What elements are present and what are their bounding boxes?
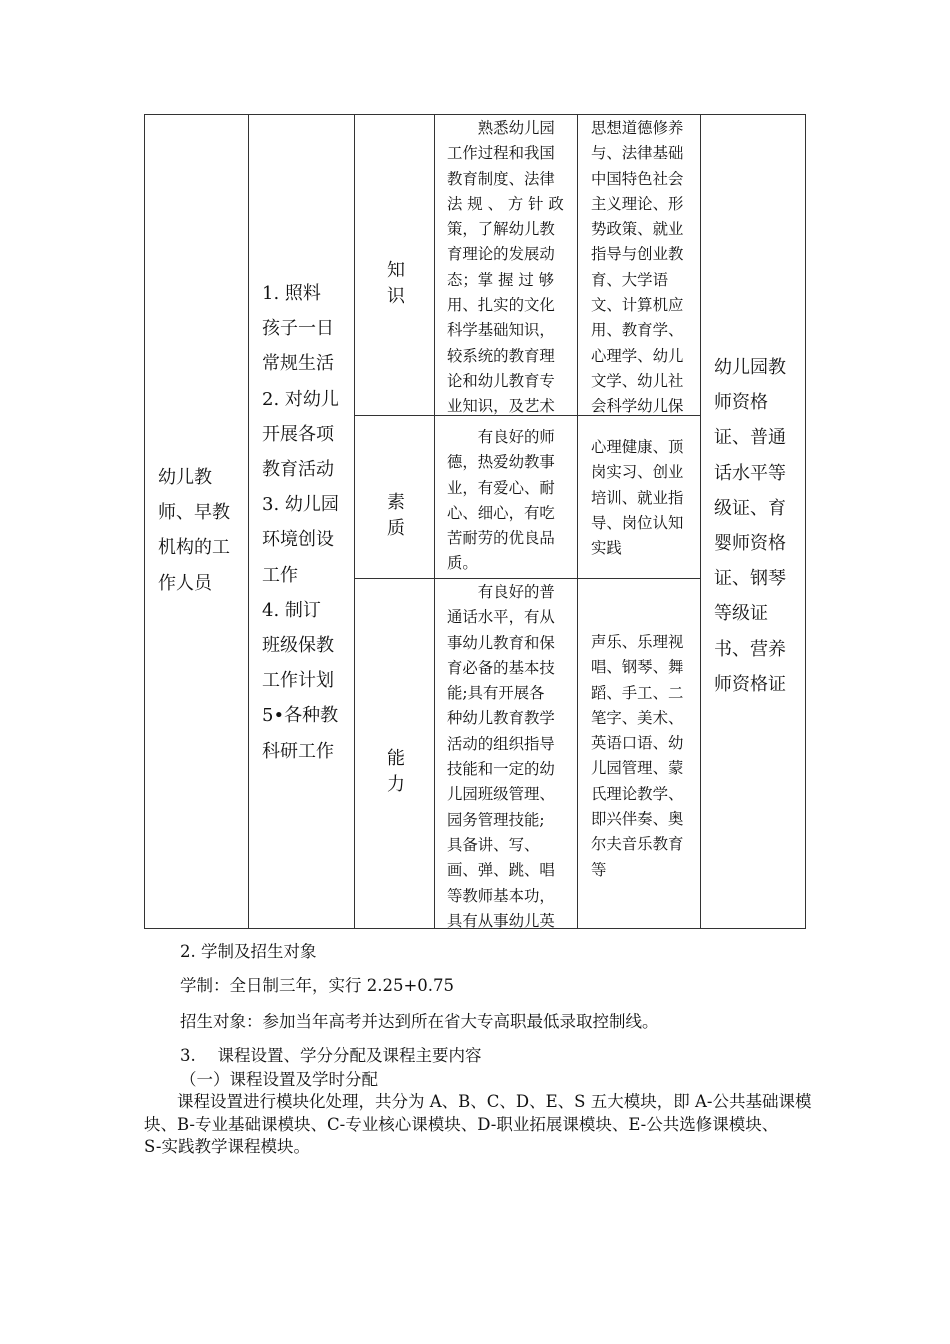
course-line: 育、大学语: [591, 270, 668, 289]
requirement-line: 技能和一定的幼: [447, 760, 555, 779]
task-line: 教育活动: [262, 459, 334, 481]
task-line: 孩子一日: [262, 318, 334, 340]
course-line: 尔夫音乐教育: [591, 835, 684, 854]
requirement-line: 质。: [447, 554, 478, 573]
table-border-left: [144, 114, 145, 929]
row-label-quality: 素质: [387, 492, 405, 539]
course-line: 英语口语、幼: [591, 734, 684, 753]
task-line: 2. 对幼儿: [262, 388, 339, 410]
occupation-line: 机构的工: [158, 537, 230, 559]
certificate-line: 师资格: [714, 392, 768, 414]
requirement-line: 业知识，及艺术: [447, 397, 555, 416]
task-line: 班级保教: [262, 635, 334, 657]
course-line: 唱、钢琴、舞: [591, 658, 684, 677]
occupation-line: 作人员: [158, 572, 212, 594]
quality-requirement-cell: [447, 425, 555, 577]
requirement-line: 较系统的教育理: [447, 346, 555, 365]
paragraph-line: S-实践教学课程模块。: [144, 1137, 310, 1156]
requirement-line: 用、扎实的文化: [447, 296, 555, 315]
module-description-paragraph: [144, 1091, 811, 1159]
course-line: 导、岗位认知: [591, 513, 684, 532]
occupation-line: 幼儿教: [158, 467, 212, 488]
ability-courses-cell: [591, 630, 683, 883]
row-label-ability: 能力: [387, 748, 405, 795]
certificate-line: 师资格证: [714, 673, 786, 695]
requirement-line: 科学基础知识，: [447, 321, 555, 340]
course-line: 主义理论、形: [591, 194, 684, 213]
requirement-line: 苦耐劳的优良品: [447, 529, 555, 548]
knowledge-requirement-cell: [447, 116, 564, 420]
requirement-line: 通话水平，有从: [447, 608, 555, 627]
requirement-line: 活动的组织指导: [447, 734, 555, 753]
course-line: 中国特色社会: [591, 169, 684, 188]
course-line: 儿园管理、蒙: [591, 759, 684, 778]
quality-courses-cell: [591, 435, 683, 561]
paragraph-line: 课程设置进行模块化处理，共分为 A、B、C、D、E、S 五大模块，即 A-公共基础课模: [144, 1092, 812, 1111]
occupation-cell: [158, 460, 230, 601]
course-line: 思想道德修养: [591, 119, 684, 137]
table-divider: [700, 114, 701, 929]
certificate-line: 幼儿园教: [714, 357, 786, 378]
certificate-line: 证、钢琴: [714, 568, 786, 590]
course-line: 声乐、乐理视: [591, 633, 684, 651]
course-line: 用、教育学、: [591, 321, 684, 340]
requirement-line: 能;具有开展各: [447, 684, 545, 703]
course-line: 笔字、美术、: [591, 708, 684, 727]
requirement-line: 法 规 、 方 针 政: [447, 194, 564, 213]
enrollment-text: 招生对象：参加当年高考并达到所在省大专高职最低录取控制线。: [180, 1012, 659, 1031]
course-line: 势政策、就业: [591, 220, 684, 239]
task-line: 科研工作: [262, 740, 334, 762]
task-line: 常规生活: [262, 353, 334, 375]
task-line: 5•各种教: [262, 705, 339, 727]
certificates-cell: [714, 350, 786, 702]
course-line: 岗实习、创业: [591, 463, 684, 482]
table-divider: [577, 114, 578, 929]
requirement-line: 具有从事幼儿英: [447, 911, 555, 930]
table-divider: [248, 114, 249, 929]
course-line: 培训、就业指: [591, 488, 684, 507]
requirement-line: 态；掌 握 过 够: [447, 270, 555, 289]
course-line: 即兴伴奏、奥: [591, 810, 684, 829]
requirement-line: 教育制度、法律: [447, 169, 555, 188]
requirement-line: 育必备的基本技: [447, 658, 555, 677]
occupation-line: 师、早教: [158, 502, 230, 524]
task-line: 4. 制订: [262, 599, 321, 621]
task-line: 环境创设: [262, 529, 334, 551]
ability-requirement-cell: [447, 580, 555, 934]
tasks-cell: [262, 276, 339, 769]
requirement-line: 等教师基本功，: [447, 886, 555, 905]
course-line: 文、计算机应: [591, 296, 684, 315]
requirement-line: 事幼儿教育和保: [447, 633, 555, 652]
requirement-line: 熟悉幼儿园: [447, 119, 555, 137]
requirement-line: 工作过程和我国: [447, 144, 555, 163]
course-line: 会科学幼儿保: [591, 397, 684, 416]
certificate-line: 婴师资格: [714, 533, 786, 555]
task-line: 1. 照料: [262, 283, 321, 304]
subsection-1-heading: （一）课程设置及学时分配: [180, 1070, 378, 1089]
course-line: 氏理论教学、: [591, 784, 684, 803]
duration-text: 学制：全日制三年，实行 2.25+0.75: [180, 976, 455, 995]
requirement-line: 有良好的普: [447, 583, 555, 601]
table-border-right: [805, 114, 806, 929]
table-divider: [354, 114, 355, 929]
requirement-line: 论和幼儿教育专: [447, 371, 555, 390]
requirement-line: 园务管理技能;: [447, 810, 545, 829]
requirement-line: 德，热爱幼教事: [447, 453, 555, 472]
requirement-line: 策，了解幼儿教: [447, 220, 555, 239]
certificate-line: 话水平等: [714, 462, 786, 484]
requirement-line: 种幼儿教育教学: [447, 709, 555, 728]
table-row-divider: [354, 578, 701, 579]
table-divider: [434, 114, 435, 929]
task-line: 工作计划: [262, 670, 334, 692]
section-2-heading: 2. 学制及招生对象: [180, 942, 317, 961]
course-line: 与、法律基础: [591, 144, 684, 163]
certificate-line: 书、营养: [714, 638, 786, 660]
course-line: 等: [591, 860, 607, 879]
requirement-line: 具备讲、写、: [447, 835, 540, 854]
task-line: 3. 幼儿园: [262, 494, 339, 516]
certificate-line: 等级证: [714, 603, 768, 625]
course-line: 文学、幼儿社: [591, 371, 684, 390]
requirement-line: 育理论的发展动: [447, 245, 555, 264]
table-border-top: [144, 114, 806, 115]
row-label-knowledge: 知识: [387, 260, 405, 307]
requirement-line: 儿园班级管理、: [447, 785, 555, 804]
course-line: 心理学、幼儿: [591, 346, 684, 365]
requirement-line: 业，有爱心、耐: [447, 478, 555, 497]
course-line: 指导与创业教: [591, 245, 684, 264]
certificate-line: 级证、育: [714, 497, 786, 519]
task-line: 工作: [262, 564, 298, 586]
task-line: 开展各项: [262, 423, 334, 445]
requirement-line: 心、细心，有吃: [447, 503, 555, 522]
course-line: 心理健康、顶: [591, 438, 684, 456]
knowledge-courses-cell: [591, 116, 683, 420]
course-line: 实践: [591, 539, 622, 558]
requirement-line: 画、弹、跳、唱: [447, 861, 555, 880]
section-3-heading: 3. 课程设置、学分分配及课程主要内容: [180, 1046, 482, 1065]
certificate-line: 证、普通: [714, 427, 786, 449]
paragraph-line: 块、B-专业基础课模块、C-专业核心课模块、D-职业拓展课模块、E-公共选修课模块、: [144, 1114, 779, 1134]
requirement-line: 有良好的师: [447, 428, 555, 446]
course-line: 蹈、手工、二: [591, 683, 684, 702]
